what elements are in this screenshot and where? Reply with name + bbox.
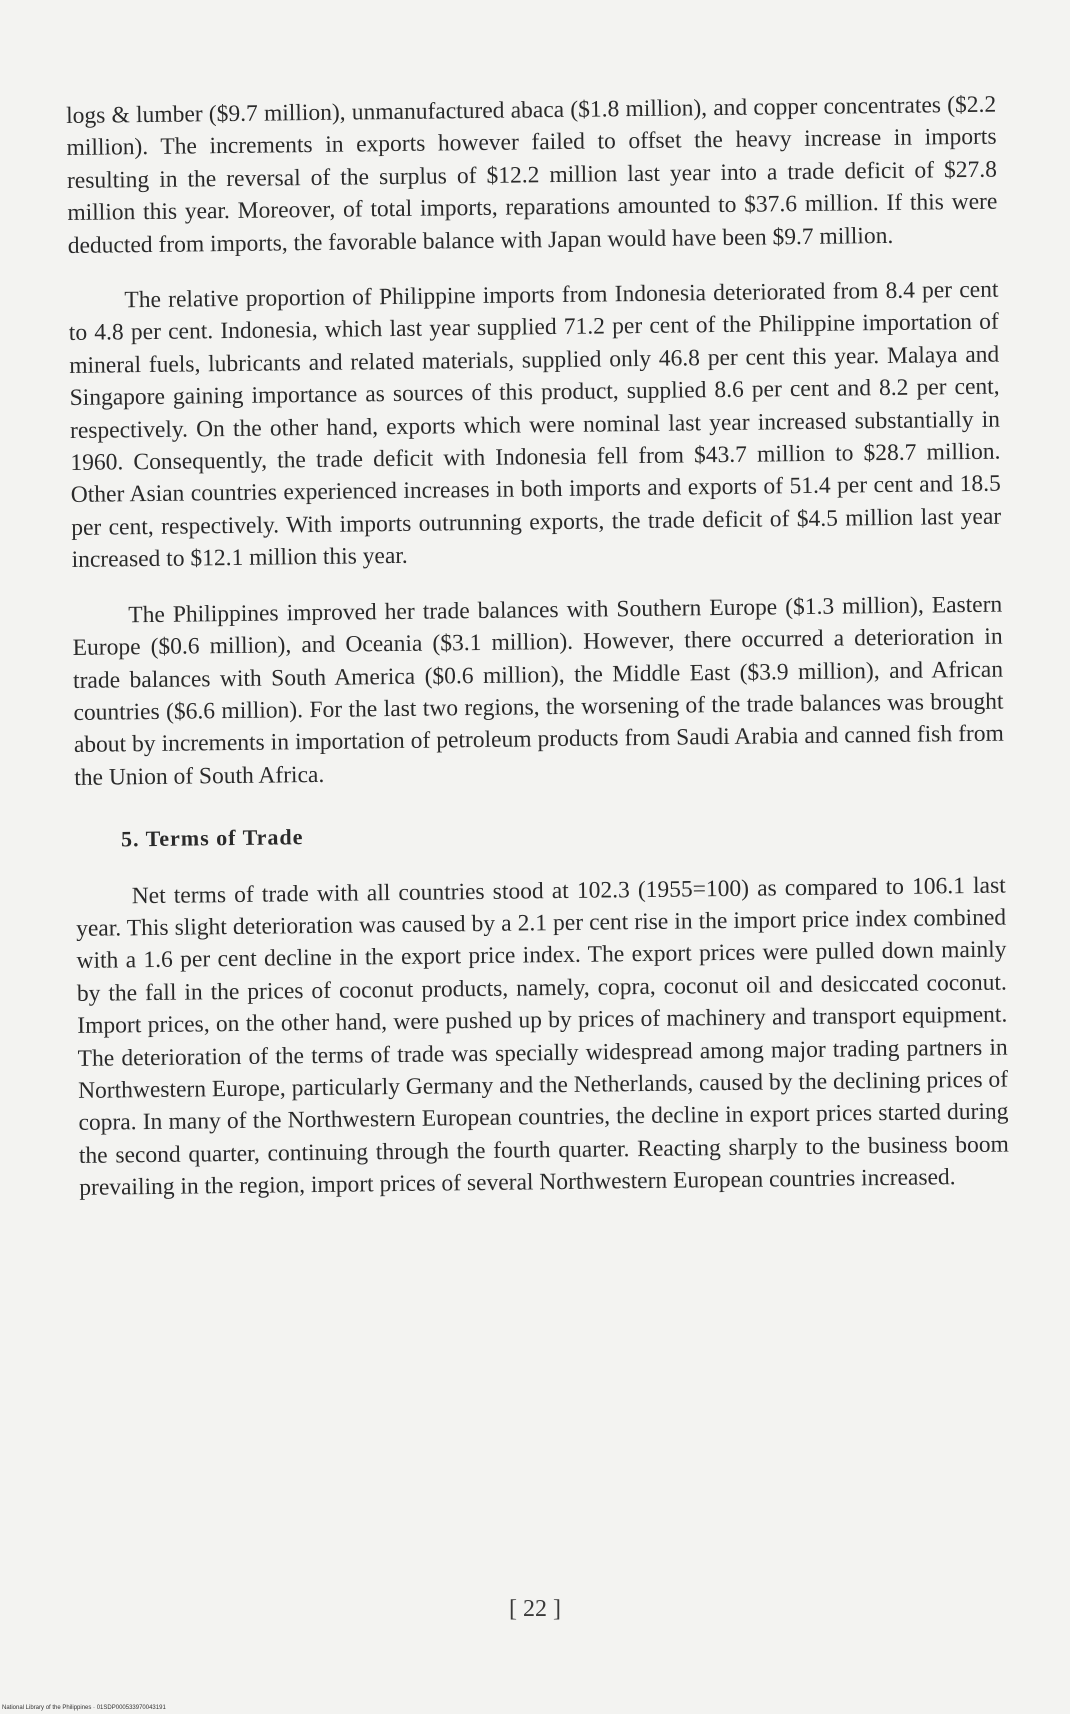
paragraph-indonesia-trade: The relative proportion of Philippine imports from Indonesia deteriorated from 8.4 per cent to 4.8 per cent. Indonesia, which last year supplied 71.2 per cent of the Philippine importation of mineral fuels, lubricants and related materials, supplied only 46.8 per cent this year. Malaya and Singapore gaining importance as sources of this product, supplied 8.6 per cent and 8.2 per cent, respectively. On the other hand, exports which were nominal last year increased substantially in 1960. Consequently, the trade deficit with Indonesia fell from $43.7 million to $28.7 million. Other Asian countries experienced increases in both imports and exports of 51.4 per cent and 18.5 per cent, respectively. With imports outrunning exports, the trade deficit of $4.5 million last year increased to $12.1 million this year. — [68, 276, 1002, 574]
page-number: [ 22 ] — [509, 1596, 561, 1622]
paragraph-terms-of-trade: Net terms of trade with all countries stood at 102.3 (1955=100) as compared to 106.1 last year. This slight deterioration was caused by a 2.1 per cent rise in the import price index combined with a 1.6 per cent decline in the export price index. The export prices were pulled down mainly by the fall in the prices of coconut products, namely, copra, coconut oil and desiccated coconut. Import prices, on the other hand, were pushed up by prices of machinery and transport equipment. The deterioration of the terms of trade was specially widespread among major trading partners in Northwestern Europe, particularly Germany and the Netherlands, caused by the declining prices of copra. In many of the Northwestern European countries, the decline in export prices started during the second quarter, continuing through the fourth quarter. Reacting sharply to the business boom prevailing in the region, import prices of several Northwestern European countries increased. — [75, 872, 1009, 1202]
section-heading: 5. Terms of Trade — [120, 824, 304, 852]
body-text — [66, 89, 1009, 1205]
library-footer-note: National Library of the Philippines · 01SDP000533970043191 — [2, 1705, 166, 1711]
paragraph-regional-balances: The Philippines improved her trade balances with Southern Europe ($1.3 million), Eastern Europe ($0.6 million), and Oceania ($3.1 million). However, there occurred a deterioration in trade balances with South America ($0.6 million), the Middle East ($3.9 million), and African countries ($6.6 million). For the last two regions, the worsening of the trade balances was brought about by increments in importation of petroleum products from Saudi Arabia and canned fish from the Union of South Africa. — [72, 591, 1004, 791]
paragraph-japan-trade: logs & lumber ($9.7 million), unmanufactured abaca ($1.8 million), and copper concentrates ($2.2 million). The increments in exports however failed to offset the heavy increase in imports resulting in the reversal of the surplus of $12.2 million last year into a trade deficit of $27.8 million this year. Moreover, of total imports, reparations amounted to $37.6 million. If this were deducted from imports, the favorable balance with Japan would have been $9.7 million. — [66, 91, 998, 259]
